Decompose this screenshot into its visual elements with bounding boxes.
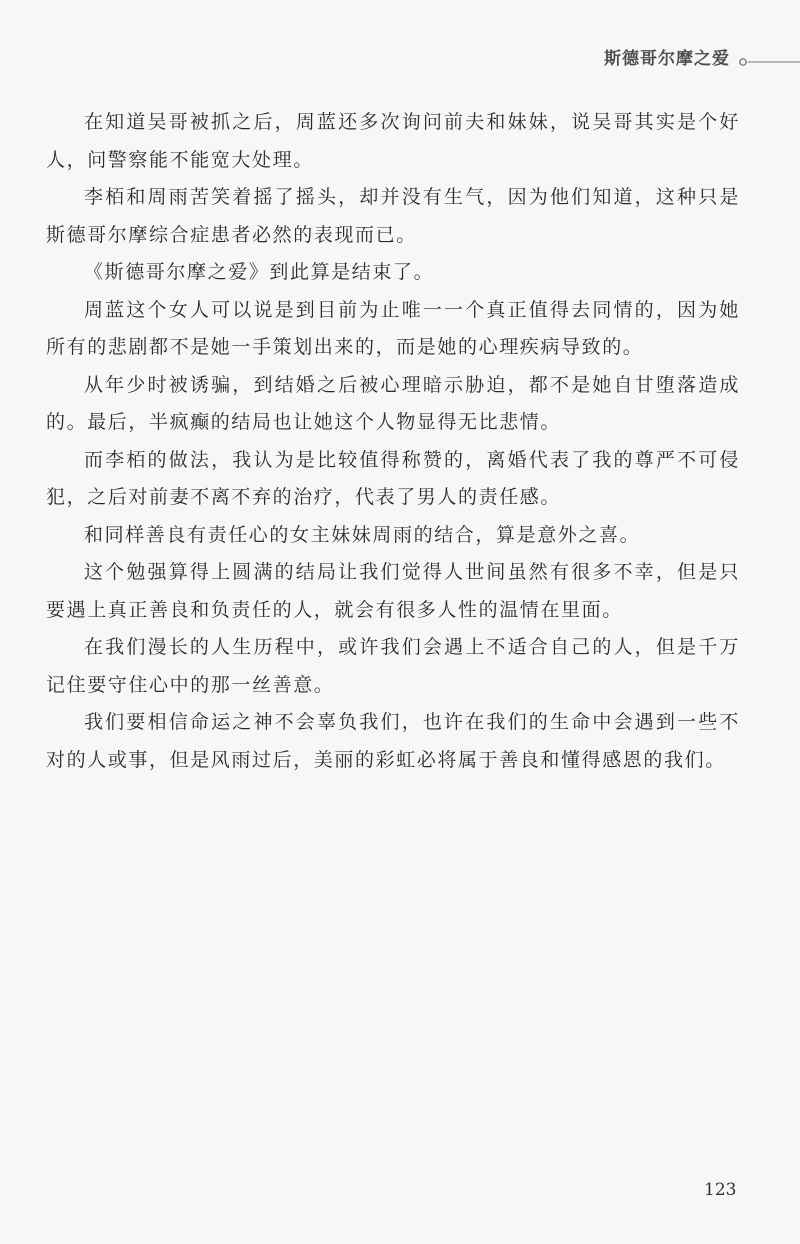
paragraph: 我们要相信命运之神不会辜负我们，也许在我们的生命中会遇到一些不对的人或事，但是风雨过后，美丽的彩虹必将属于善良和懂得感恩的我们。 bbox=[46, 711, 740, 771]
paragraph: 在知道吴哥被抓之后，周蓝还多次询问前夫和妹妹，说吴哥其实是个好人，问警察能不能宽大处理。 bbox=[46, 111, 740, 171]
running-header bbox=[604, 44, 730, 69]
paragraph: 在我们漫长的人生历程中，或许我们会遇上不适合自己的人，但是千万记住要守住心中的那一丝善意。 bbox=[46, 636, 740, 696]
paragraph: 这个勉强算得上圆满的结局让我们觉得人世间虽然有很多不幸，但是只要遇上真正善良和负责任的人，就会有很多人性的温情在里面。 bbox=[46, 561, 740, 621]
paragraph: 《斯德哥尔摩之爱》到此算是结束了。 bbox=[84, 261, 435, 283]
paragraph: 从年少时被诱骗，到结婚之后被心理暗示胁迫，都不是她自甘堕落造成的。最后，半疯癫的结局也让她这个人物显得无比悲情。 bbox=[46, 373, 740, 433]
page-number: 123 bbox=[704, 1180, 737, 1200]
running-header-title: 斯德哥尔摩之爱 bbox=[604, 49, 730, 69]
body-text bbox=[46, 104, 740, 779]
header-rule-ornament bbox=[738, 57, 800, 67]
paragraph: 周蓝这个女人可以说是到目前为止唯一一个真正值得去同情的，因为她所有的悲剧都不是她一手策划出来的，而是她的心理疾病导致的。 bbox=[46, 298, 740, 358]
paragraph: 李栢和周雨苦笑着摇了摇头，却并没有生气，因为他们知道，这种只是斯德哥尔摩综合症患者必然的表现而已。 bbox=[46, 186, 740, 246]
paragraph: 而李栢的做法，我认为是比较值得称赞的，离婚代表了我的尊严不可侵犯，之后对前妻不离不弃的治疗，代表了男人的责任感。 bbox=[46, 448, 740, 508]
paragraph: 和同样善良有责任心的女主妹妹周雨的结合，算是意外之喜。 bbox=[84, 523, 641, 546]
